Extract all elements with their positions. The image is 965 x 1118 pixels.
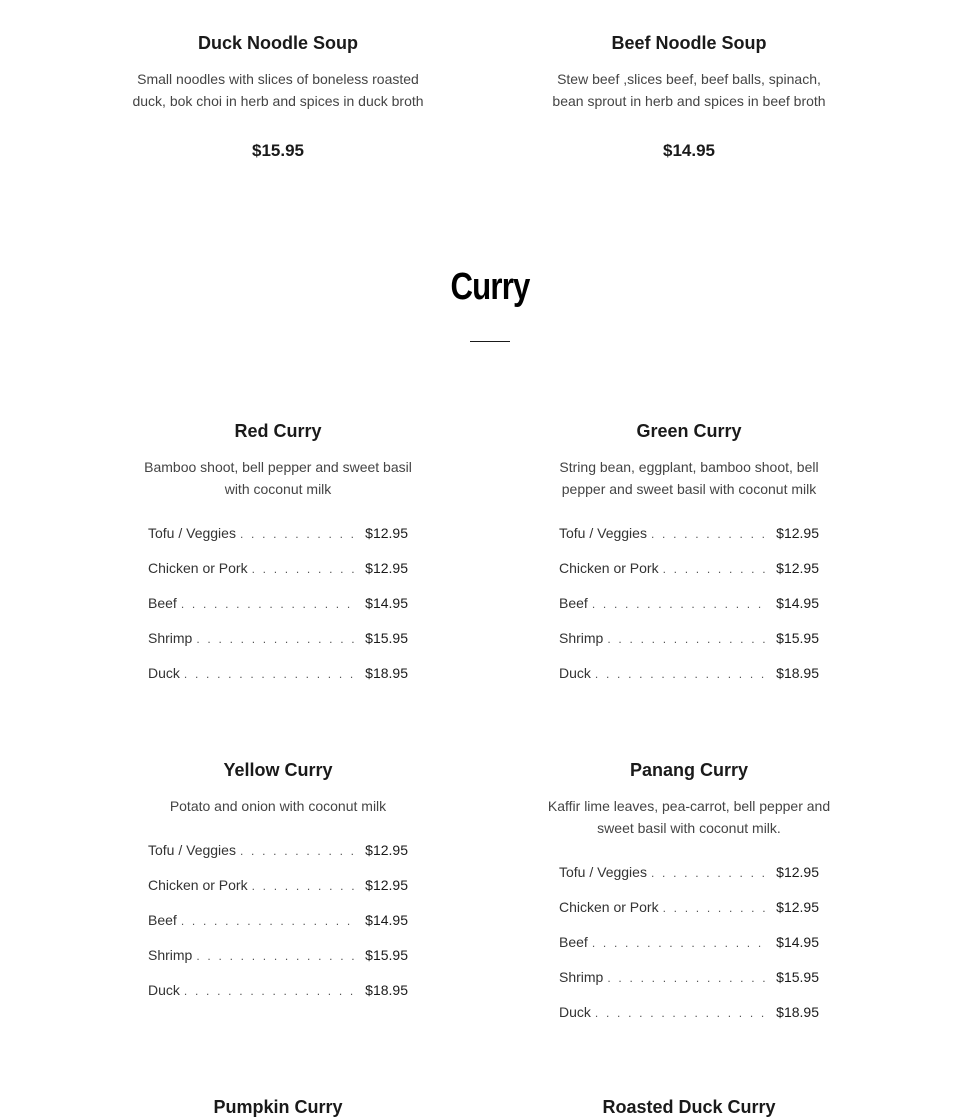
dot-leader — [663, 562, 767, 576]
dot-leader — [592, 597, 767, 611]
option-price: $15.95 — [776, 630, 819, 646]
price-option-row — [148, 630, 408, 665]
option-name: Chicken or Pork — [148, 560, 248, 576]
dish-price: $15.95 — [252, 141, 304, 160]
price-option-row — [559, 560, 819, 595]
option-price: $12.95 — [365, 877, 408, 893]
dot-leader — [252, 879, 356, 893]
dot-leader — [240, 844, 356, 858]
section-title-text: Curry — [450, 266, 530, 308]
dish-description: Kaffir lime leaves, pea-carrot, bell pepper and sweet basil with coconut milk. — [547, 798, 831, 836]
price-option-row — [559, 899, 819, 934]
price-option-row — [148, 595, 408, 630]
option-price: $14.95 — [365, 595, 408, 611]
option-price: $12.95 — [365, 842, 408, 858]
dot-leader — [592, 936, 767, 950]
price-option-row — [148, 877, 408, 912]
dot-leader — [181, 914, 356, 928]
option-name: Beef — [559, 934, 588, 950]
option-name: Duck — [148, 665, 180, 681]
option-name: Tofu / Veggies — [559, 864, 647, 880]
option-name: Tofu / Veggies — [148, 525, 236, 541]
price-option-row — [148, 560, 408, 595]
dish-title: Panang Curry — [629, 760, 749, 780]
option-price: $15.95 — [365, 630, 408, 646]
option-price: $15.95 — [776, 969, 819, 985]
dish-title: Yellow Curry — [223, 760, 333, 780]
option-price: $12.95 — [776, 525, 819, 541]
dish-description: Small noodles with slices of boneless roasted duck, bok choi in herb and spices in duck broth — [132, 71, 424, 109]
option-price: $12.95 — [776, 560, 819, 576]
price-option-row — [559, 934, 819, 969]
option-price: $14.95 — [776, 595, 819, 611]
price-option-row — [559, 525, 819, 560]
section-title — [442, 266, 538, 309]
price-option-row — [559, 969, 819, 1004]
price-option-row — [148, 525, 408, 560]
section-divider — [470, 341, 510, 342]
option-name: Shrimp — [559, 969, 604, 985]
option-name: Duck — [148, 982, 180, 998]
option-price: $18.95 — [365, 982, 408, 998]
price-option-row — [148, 665, 408, 700]
option-name: Shrimp — [148, 630, 193, 646]
option-price: $12.95 — [776, 864, 819, 880]
dot-leader — [196, 632, 356, 646]
dish-description: Potato and onion with coconut milk — [169, 798, 387, 814]
price-option-list — [148, 842, 408, 1017]
dish-title: Beef Noodle Soup — [611, 33, 767, 53]
option-name: Duck — [559, 665, 591, 681]
dot-leader — [240, 527, 356, 541]
dot-leader — [607, 632, 767, 646]
dish-description: String bean, eggplant, bamboo shoot, bell pepper and sweet basil with coconut milk — [559, 459, 819, 497]
dot-leader — [252, 562, 356, 576]
dish-title: Red Curry — [234, 421, 322, 441]
option-price: $14.95 — [776, 934, 819, 950]
price-option-row — [148, 947, 408, 982]
price-option-row — [559, 595, 819, 630]
option-price: $12.95 — [365, 560, 408, 576]
option-name: Shrimp — [559, 630, 604, 646]
dot-leader — [184, 667, 356, 681]
dot-leader — [184, 984, 356, 998]
price-option-row — [559, 630, 819, 665]
price-option-row — [148, 912, 408, 947]
dot-leader — [181, 597, 356, 611]
price-option-list — [559, 525, 819, 700]
price-option-list — [559, 864, 819, 1039]
option-name: Beef — [559, 595, 588, 611]
option-price: $15.95 — [365, 947, 408, 963]
price-option-row — [148, 842, 408, 877]
option-name: Tofu / Veggies — [559, 525, 647, 541]
option-price: $14.95 — [365, 912, 408, 928]
dish-title: Duck Noodle Soup — [197, 33, 358, 53]
dot-leader — [607, 971, 767, 985]
option-name: Tofu / Veggies — [148, 842, 236, 858]
price-option-row — [148, 982, 408, 1017]
option-price: $12.95 — [365, 525, 408, 541]
option-price: $18.95 — [776, 665, 819, 681]
option-name: Chicken or Pork — [559, 560, 659, 576]
option-price: $18.95 — [365, 665, 408, 681]
price-option-row — [559, 1004, 819, 1039]
option-price: $12.95 — [776, 899, 819, 915]
dot-leader — [651, 527, 767, 541]
option-name: Beef — [148, 595, 177, 611]
dish-title: Green Curry — [636, 421, 742, 441]
dish-description: Stew beef ,slices beef, beef balls, spinach, bean sprout in herb and spices in beef broth — [552, 71, 826, 109]
option-name: Chicken or Pork — [148, 877, 248, 893]
price-option-row — [559, 864, 819, 899]
option-name: Beef — [148, 912, 177, 928]
dish-price: $14.95 — [663, 141, 715, 160]
price-option-list — [148, 525, 408, 700]
dot-leader — [196, 949, 356, 963]
dot-leader — [595, 1006, 767, 1020]
dot-leader — [663, 901, 767, 915]
dot-leader — [595, 667, 767, 681]
price-option-row — [559, 665, 819, 700]
option-name: Duck — [559, 1004, 591, 1020]
dish-title: Pumpkin Curry — [213, 1097, 343, 1117]
option-name: Chicken or Pork — [559, 899, 659, 915]
dot-leader — [651, 866, 767, 880]
option-price: $18.95 — [776, 1004, 819, 1020]
dish-description: Bamboo shoot, bell pepper and sweet basil with coconut milk — [144, 459, 412, 497]
option-name: Shrimp — [148, 947, 193, 963]
dish-title: Roasted Duck Curry — [602, 1097, 776, 1117]
